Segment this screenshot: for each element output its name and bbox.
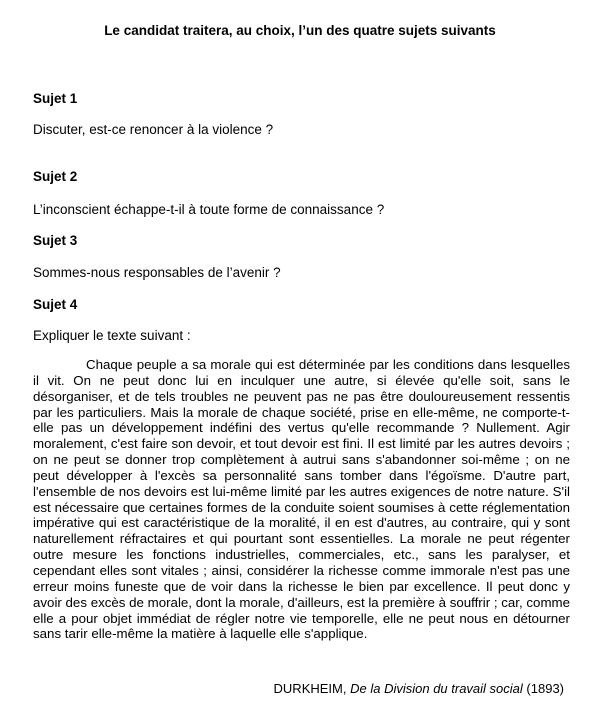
sujet-1-text: Discuter, est-ce renoncer à la violence ?: [33, 122, 274, 137]
durkheim-passage: Chaque peuple a sa morale qui est déterminée par les conditions dans lesquelles il vit. On ne peut donc lui en inculquer une autre, si élevée qu'elle soit, sans le désorganiser, et de tels troubles ne peuvent pas ne pas être douloureusement ressentis par les particuliers. Mais la morale de chaque société, prise en elle-même, ne comporte-t-elle pas un développement indéfini des vertus qu'elle recommande ? Nullement. Agir moralement, c'est faire son devoir, et tout devoir est fini. Il est limité par les autres devoirs ; on ne peut se donner trop complètement à autrui sans s'abandonner soi-même ; on ne peut développer à l'excès sa personnalité sans tomber dans l'égoïsme. D'autre part, l'ensemble de nos devoirs est lui-même limité par les autres exigences de notre nature. S'il est nécessaire que certaines formes de la conduite soient soumises à cette réglementation impérative qui est caractéristique de la moralité, il en est d'autres, au contraire, qui y sont naturellement réfractaires et qui pourtant sont essentielles. La morale ne peut régenter outre mesure les fonctions industrielles, commerciales, etc., sans les paralyser, et cependant elles sont vitales ; ainsi, considérer la richesse comme immorale n'est pas une erreur moins funeste que de voir dans la richesse le bien par excellence. Il peut donc y avoir des excès de morale, dont la morale, d'ailleurs, est la première à souffrir ; car, comme elle a pour objet immédiat de régler notre vie temporelle, elle ne peut nous en détourner sans tarir elle-même la matière à laquelle elle s'applique.: [33, 357, 570, 642]
citation-work: De la Division du travail social: [350, 681, 523, 696]
sujet-2-text: L’inconscient échappe-t-il à toute forme de connaissance ?: [33, 202, 385, 217]
sujet-4-text: Expliquer le texte suivant :: [33, 328, 191, 343]
sujet-1-title: Sujet 1: [33, 91, 78, 106]
citation: [274, 681, 564, 697]
sujet-4-title: Sujet 4: [33, 297, 78, 312]
citation-author: DURKHEIM,: [273, 681, 347, 696]
sujet-2-title: Sujet 2: [33, 169, 78, 184]
citation-year: (1893): [526, 681, 564, 696]
sujet-3-text: Sommes-nous responsables de l’avenir ?: [33, 265, 281, 280]
page-heading: Le candidat traitera, au choix, l’un des quatre sujets suivants: [104, 23, 496, 38]
sujet-3-title: Sujet 3: [33, 233, 78, 248]
